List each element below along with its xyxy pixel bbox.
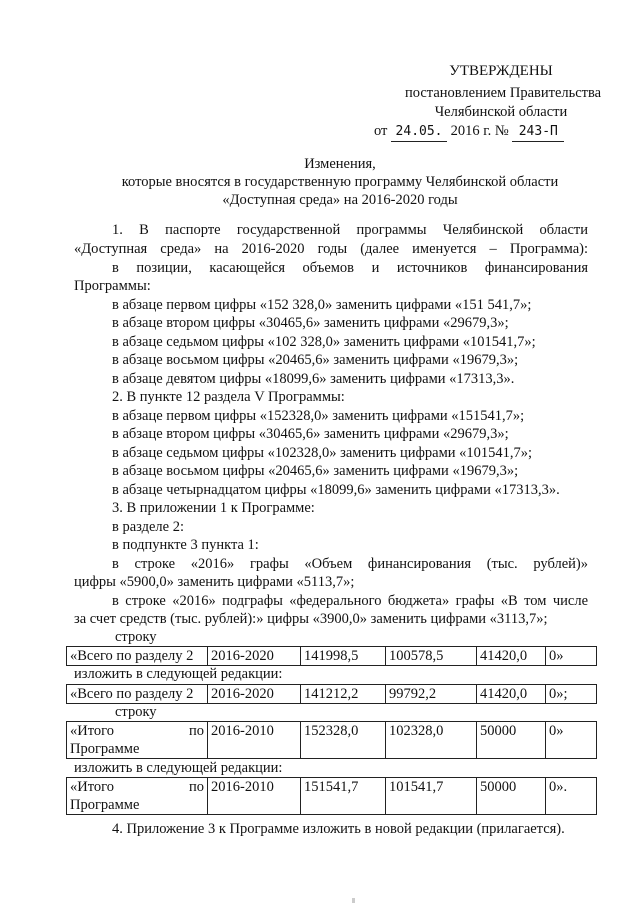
table-cell: 101541,7 [386,778,477,815]
body-line: «Доступная среда» на 2016-2020 годы (далее именуется – Программа): [74,241,588,257]
table-cell: 50000 [477,722,546,759]
replace-label-1: изложить в следующей редакции: [74,666,283,682]
body-line: в подпункте 3 пункта 1: [112,537,259,553]
heading-line-3: «Доступная среда» на 2016-2020 годы [222,192,458,208]
approval-line-1: постановлением Правительства [405,85,602,101]
table-cell: 102328,0 [386,722,477,759]
name-left: «Итого [70,723,114,739]
body-line: за счет средств (тыс. рублей):» цифры «3900,0» заменить цифрами «3113,7»; [74,611,548,627]
name-right: по [188,723,204,739]
old-row-table-2 [66,721,597,759]
final-paragraph: 4. Приложение 3 к Программе изложить в новой редакции (прилагается). [112,821,565,837]
table-cell: 141212,2 [301,685,386,704]
body-line: в абзаце седьмом цифры «102328,0» заменить цифрами «101541,7»; [112,445,533,461]
heading-line-2: которые вносятся в государственную программу Челябинской области [121,174,559,190]
body-line: в позиции, касающейся объемов и источников финансирования [112,260,588,276]
table-row [67,722,597,759]
replace-label-2: изложить в следующей редакции: [74,760,283,776]
body-line: в абзаце первом цифры «152 328,0» заменить цифрами «151 541,7»; [112,297,532,313]
table-cell: 151541,7 [301,778,386,815]
table-cell: «Всего по разделу 2 [67,647,208,666]
table-cell: 50000 [477,778,546,815]
name-right: по [188,779,204,795]
name-line-2: Программе [70,741,140,757]
body-line: в строке «2016» графы «Объем финансирования (тыс. рублей)» [112,556,588,572]
body-line: в абзаце первом цифры «152328,0» заменить цифрами «151541,7»; [112,408,525,424]
table-cell: 100578,5 [386,647,477,666]
approval-year-label: 2016 г. № [450,123,509,139]
table-cell: 0» [546,722,597,759]
body-line: в разделе 2: [112,519,185,535]
name-left: «Итого [70,779,114,795]
table-row [67,778,597,815]
approval-from-label: от [374,123,388,139]
heading-line-1: Изменения, [304,156,376,172]
table-cell: «Всего по разделу 2 [67,685,208,704]
table-cell: 141998,5 [301,647,386,666]
body-line: 1. В паспорте государственной программы Челябинской области [112,222,588,238]
table-cell: 0» [546,647,597,666]
body-line: в абзаце девятом цифры «18099,6» заменить цифрами «17313,3». [112,371,515,387]
body-line: в абзаце седьмом цифры «102 328,0» заменить цифрами «101541,7»; [112,334,536,350]
body-line: в абзаце втором цифры «30465,6» заменить цифрами «29679,3»; [112,426,509,442]
scan-mark [352,898,355,903]
row-word-2: строку [115,704,157,720]
body-line: 2. В пункте 12 раздела V Программы: [112,389,345,405]
table-cell: 2016-2020 [208,647,301,666]
table-cell: 2016-2020 [208,685,301,704]
table-cell: 41420,0 [477,685,546,704]
table-cell: 2016-2010 [208,778,301,815]
table-cell-name [67,778,208,815]
approval-date: 24.05. [391,123,447,142]
body-line: в абзаце четырнадцатом цифры «18099,6» заменить цифрами «17313,3». [112,482,560,498]
body-line: в строке «2016» подграфы «федерального бюджета» графы «В том числе [112,593,588,609]
approval-title: УТВЕРЖДЕНЫ [449,63,553,79]
new-row-table-2 [66,777,597,815]
approval-number: 243-П [512,123,564,142]
table-cell-name [67,722,208,759]
table-cell: 41420,0 [477,647,546,666]
body-line: Программы: [74,278,151,294]
table-cell: 2016-2010 [208,722,301,759]
old-row-table-1 [66,646,597,666]
table-cell: 0»; [546,685,597,704]
body-line: в абзаце втором цифры «30465,6» заменить цифрами «29679,3»; [112,315,509,331]
approval-line-2: Челябинской области [434,104,568,120]
table-cell: 0». [546,778,597,815]
table-row [67,647,597,666]
name-line-2: Программе [70,797,140,813]
row-word-1: строку [115,629,157,645]
table-cell: 152328,0 [301,722,386,759]
approval-date-line [374,122,564,142]
body-line: в абзаце восьмом цифры «20465,6» заменить цифрами «19679,3»; [112,352,519,368]
table-row [67,685,597,704]
body-line: 3. В приложении 1 к Программе: [112,500,315,516]
table-cell: 99792,2 [386,685,477,704]
body-line: цифры «5900,0» заменить цифрами «5113,7»; [74,574,355,590]
body-line: в абзаце восьмом цифры «20465,6» заменить цифрами «19679,3»; [112,463,519,479]
new-row-table-1 [66,684,597,704]
